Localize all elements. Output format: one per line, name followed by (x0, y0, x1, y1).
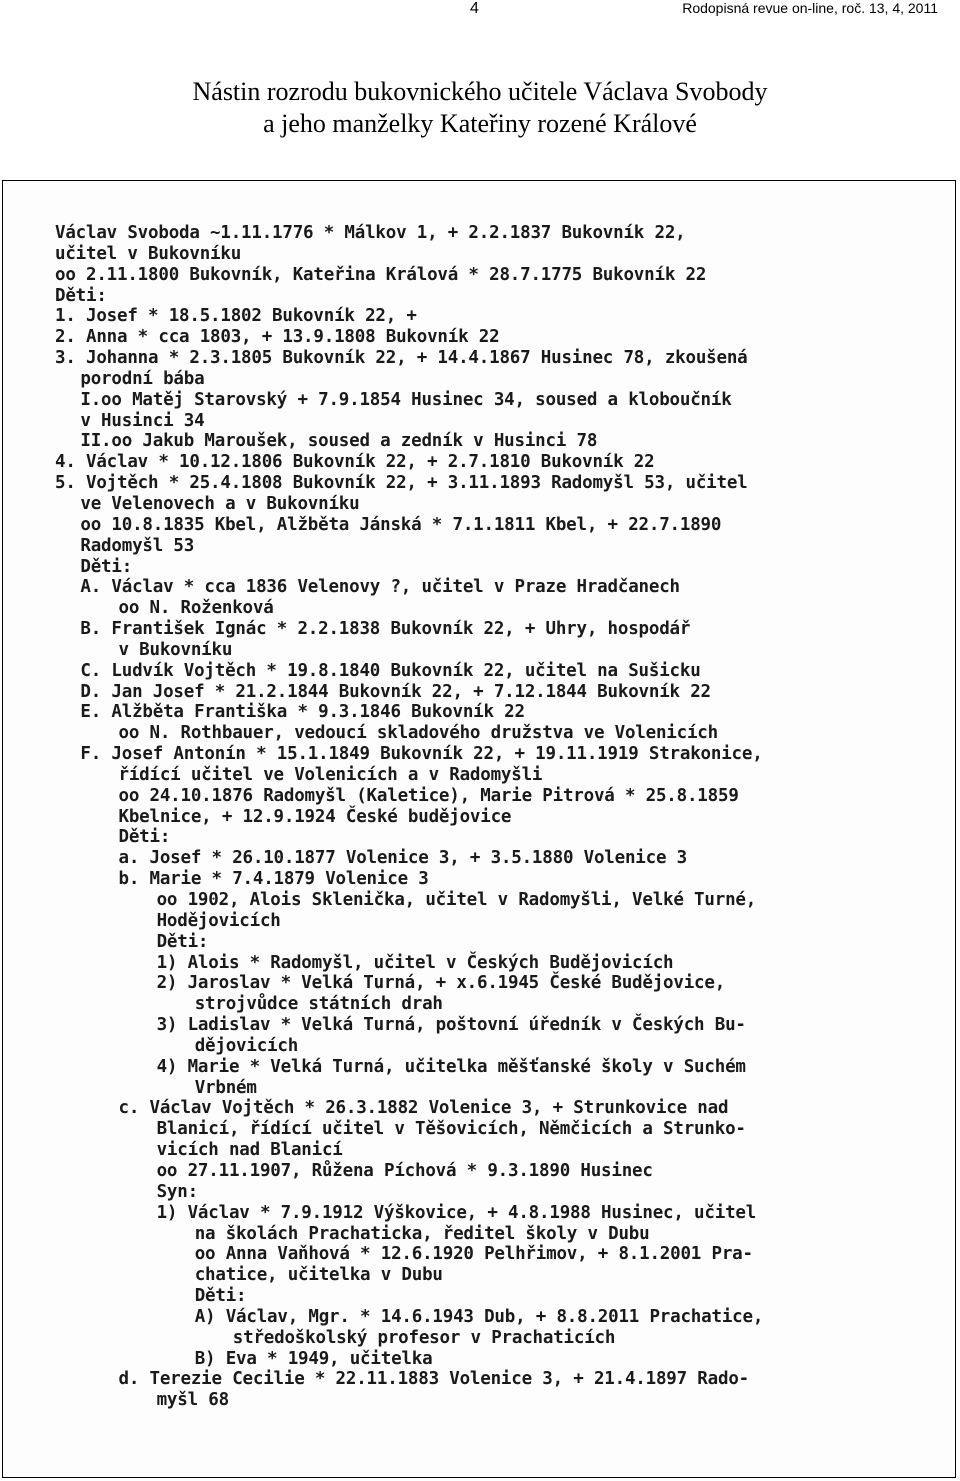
document-line: E. Alžběta Františka * 9.3.1846 Bukovník 22 (80, 702, 525, 723)
document-line: 1) Václav * 7.9.1912 Výškovice, + 4.8.1988 Husinec, učitel (156, 1202, 757, 1223)
journal-header: Rodopisná revue on-line, roč. 13, 4, 2011 (682, 0, 938, 16)
document-line: vicích nad Blanicí (156, 1140, 343, 1161)
document-line: středoškolský profesor v Prachaticích (232, 1327, 616, 1348)
document-line: oo 2.11.1800 Bukovník, Kateřina Králová * 28.7.1775 Bukovník 22 (55, 264, 707, 285)
document-line: I.oo Matěj Starovský + 7.9.1854 Husinec 34, soused a kloboučník (80, 389, 732, 410)
document-line: C. Ludvík Vojtěch * 19.8.1840 Bukovník 22, učitel na Sušicku (80, 660, 701, 681)
document-line: učitel v Bukovníku (55, 243, 242, 264)
document-line: Václav Svoboda ~1.11.1776 * Málkov 1, + 2.2.1837 Bukovník 22, (55, 223, 686, 243)
document-line: Vrbném (194, 1077, 257, 1098)
document-line: 1. Josef * 18.5.1802 Bukovník 22, + (55, 306, 417, 327)
document-line: v Husinci 34 (80, 410, 205, 431)
document-line: Kbelnice, + 12.9.1924 České budějovice (118, 806, 512, 827)
document-line: oo 27.11.1907, Růžena Píchová * 9.3.1890 Husinec (156, 1160, 653, 1181)
document-line: myšl 68 (156, 1390, 229, 1411)
document-line: Děti: (118, 827, 171, 848)
document-line: c. Václav Vojtěch * 26.3.1882 Volenice 3, + Strunkovice nad (118, 1098, 729, 1119)
document-line: Děti: (55, 285, 107, 306)
document-line: a. Josef * 26.10.1877 Volenice 3, + 3.5.1880 Volenice 3 (118, 848, 687, 869)
document-line: F. Josef Antonín * 15.1.1849 Bukovník 22, + 19.11.1919 Strakonice, (80, 744, 763, 765)
document-line: A. Václav * cca 1836 Velenovy ?, učitel v Praze Hradčanech (80, 577, 680, 598)
page-number: 4 (470, 0, 479, 17)
document-line: 3) Ladislav * Velká Turná, poštovní úředník v Českých Bu- (156, 1015, 746, 1036)
document-line: dějovicích (194, 1035, 299, 1056)
document-line: ve Velenovech a v Bukovníku (80, 493, 360, 514)
document-line: Syn: (156, 1181, 198, 1202)
document-line: 1) Alois * Radomyšl, učitel v Českých Budějovicích (156, 952, 674, 973)
document-line: v Bukovníku (118, 639, 233, 660)
document-line: B. František Ignác * 2.2.1838 Bukovník 22, + Uhry, hospodář (80, 619, 691, 640)
document-line: 3. Johanna * 2.3.1805 Bukovník 22, + 14.4.1867 Husinec 78, zkoušená (55, 348, 748, 369)
document-line: 2) Jaroslav * Velká Turná, + x.6.1945 České Budějovice, (156, 973, 726, 994)
document-line: Děti: (194, 1286, 247, 1307)
title-line-2: a jeho manželky Kateřiny rozené Králové (263, 109, 697, 138)
title-line-1: Nástin rozrodu bukovnického učitele Václava Svobody (192, 77, 768, 106)
document-line: A) Václav, Mgr. * 14.6.1943 Dub, + 8.8.2011 Prachatice, (194, 1306, 764, 1327)
document-line: chatice, učitelka v Dubu (194, 1265, 443, 1286)
document-line: porodní bába (80, 368, 205, 389)
document-text-block (55, 223, 915, 1411)
document-line: oo 10.8.1835 Kbel, Alžběta Jánská * 7.1.1811 Kbel, + 22.7.1890 (80, 514, 722, 535)
document-line: d. Terezie Cecilie * 22.11.1883 Volenice 3, + 21.4.1897 Rado- (118, 1369, 749, 1390)
document-line: Hodějovicích (156, 910, 281, 931)
document-line: oo N. Roženková (118, 598, 274, 619)
document-line: 4. Václav * 10.12.1806 Bukovník 22, + 2.7.1810 Bukovník 22 (55, 452, 655, 473)
document-line: oo Anna Vaňhová * 12.6.1920 Pelhřimov, + 8.1.2001 Pra- (194, 1244, 753, 1265)
document-line: Blanicí, řídící učitel v Těšovicích, Němčicích a Strunko- (156, 1119, 746, 1140)
document-line: II.oo Jakub Maroušek, soused a zedník v Husinci 78 (80, 431, 598, 452)
document-line: oo 1902, Alois Sklenička, učitel v Radomyšli, Velké Turné, (156, 890, 757, 910)
document-line: oo N. Rothbauer, vedoucí skladového družstva ve Volenicích (118, 723, 718, 744)
document-line: b. Marie * 7.4.1879 Volenice 3 (118, 869, 429, 890)
document-line: na školách Prachaticka, ředitel školy v Dubu (194, 1223, 650, 1244)
document-line: strojvůdce státních drah (194, 994, 443, 1015)
document-line: D. Jan Josef * 21.2.1844 Bukovník 22, + 7.12.1844 Bukovník 22 (80, 681, 711, 702)
document-line: 4) Marie * Velká Turná, učitelka měšťanské školy v Suchém (156, 1056, 746, 1077)
document-line: Děti: (80, 556, 133, 577)
document-line: Radomyšl 53 (80, 535, 195, 556)
document-line: Děti: (156, 931, 209, 952)
document-line: 5. Vojtěch * 25.4.1808 Bukovník 22, + 3.11.1893 Radomyšl 53, učitel (55, 473, 748, 494)
document-line: řídící učitel ve Volenicích a v Radomyšli (118, 764, 543, 785)
document-line: B) Eva * 1949, učitelka (194, 1348, 433, 1369)
scanned-genealogy-document (2, 180, 956, 1478)
document-line: 2. Anna * cca 1803, + 13.9.1808 Bukovník 22 (55, 327, 500, 348)
document-line: oo 24.10.1876 Radomyšl (Kaletice), Marie Pitrová * 25.8.1859 (118, 785, 739, 806)
